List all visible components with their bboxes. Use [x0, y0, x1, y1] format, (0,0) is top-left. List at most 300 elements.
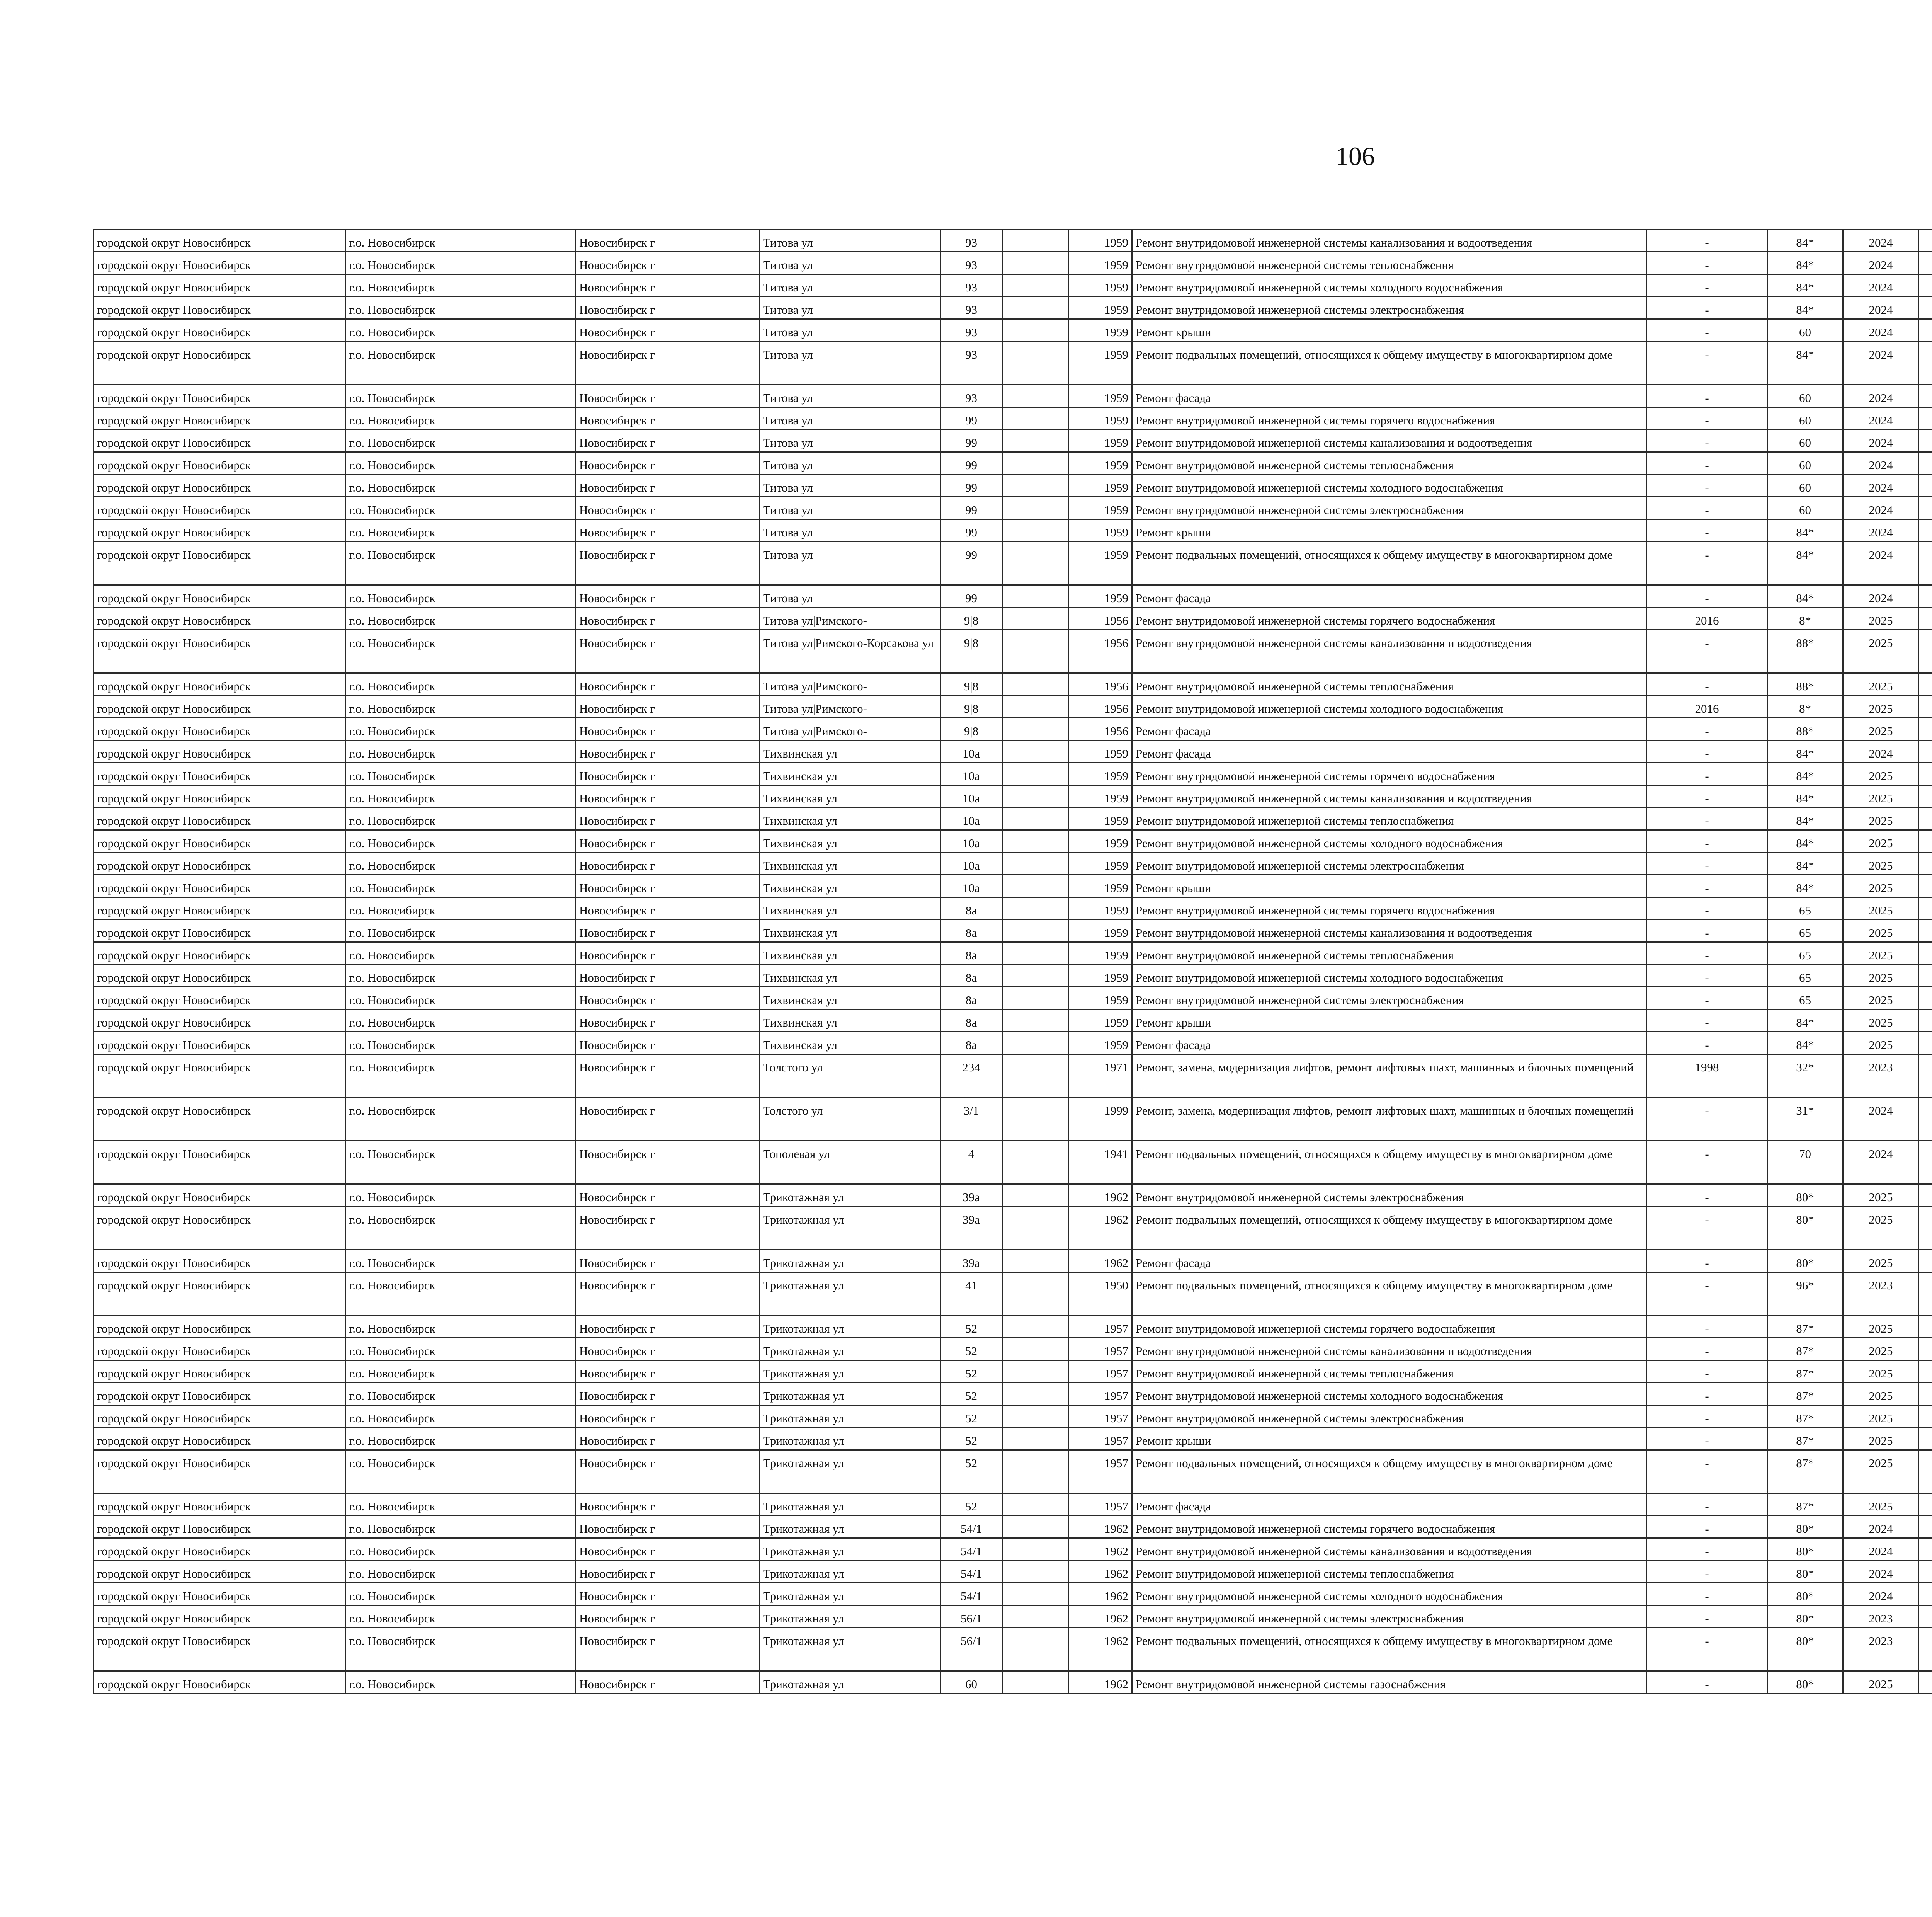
- col-plan-to: [1919, 1360, 1932, 1383]
- col-plan-from: 2025: [1843, 1450, 1919, 1493]
- col-go: г.о. Новосибирск: [345, 1207, 576, 1250]
- col-city: Новосибирск г: [576, 297, 760, 319]
- col-okrug: городской округ Новосибирск: [94, 673, 345, 696]
- col-house: 99: [940, 407, 1002, 430]
- col-street: Трикотажная ул: [760, 1605, 940, 1628]
- col-prev-repair: -: [1647, 808, 1767, 830]
- col-house: 234: [940, 1054, 1002, 1098]
- col-letter: [1002, 608, 1069, 630]
- col-okrug: городской округ Новосибирск: [94, 297, 345, 319]
- col-okrug: городской округ Новосибирск: [94, 942, 345, 965]
- col-go: г.о. Новосибирск: [345, 897, 576, 920]
- col-plan-to: [1919, 519, 1932, 542]
- col-plan-from: 2024: [1843, 1098, 1919, 1141]
- col-letter: [1002, 1098, 1069, 1141]
- table-row: [94, 630, 1932, 673]
- col-year-built: 1957: [1069, 1428, 1132, 1450]
- col-letter: [1002, 696, 1069, 718]
- col-year-built: 1956: [1069, 608, 1132, 630]
- col-wear: 87*: [1767, 1405, 1843, 1428]
- col-street: Тихвинская ул: [760, 897, 940, 920]
- table-row: [94, 1583, 1932, 1605]
- table-row: [94, 1054, 1932, 1098]
- col-go: г.о. Новосибирск: [345, 585, 576, 608]
- col-go: г.о. Новосибирск: [345, 475, 576, 497]
- col-go: г.о. Новосибирск: [345, 1516, 576, 1538]
- col-work: Ремонт фасада: [1132, 1493, 1647, 1516]
- col-letter: [1002, 542, 1069, 585]
- table-row: [94, 1538, 1932, 1561]
- col-okrug: городской округ Новосибирск: [94, 385, 345, 407]
- col-street: Титова ул: [760, 230, 940, 252]
- col-city: Новосибирск г: [576, 230, 760, 252]
- col-house: 8а: [940, 1010, 1002, 1032]
- col-work: Ремонт внутридомовой инженерной системы теплоснабжения: [1132, 808, 1647, 830]
- col-plan-from: 2025: [1843, 1338, 1919, 1360]
- col-prev-repair: -: [1647, 763, 1767, 785]
- col-prev-repair: -: [1647, 1184, 1767, 1207]
- col-okrug: городской округ Новосибирск: [94, 1054, 345, 1098]
- table-row: [94, 942, 1932, 965]
- col-work: Ремонт крыши: [1132, 875, 1647, 897]
- col-house: 99: [940, 497, 1002, 519]
- col-city: Новосибирск г: [576, 718, 760, 741]
- col-year-built: 1999: [1069, 1098, 1132, 1141]
- col-city: Новосибирск г: [576, 1538, 760, 1561]
- col-okrug: городской округ Новосибирск: [94, 1628, 345, 1671]
- col-okrug: городской округ Новосибирск: [94, 1450, 345, 1493]
- col-year-built: 1957: [1069, 1360, 1132, 1383]
- col-street: Титова ул: [760, 342, 940, 385]
- col-prev-repair: -: [1647, 1207, 1767, 1250]
- table-row: [94, 452, 1932, 475]
- col-letter: [1002, 342, 1069, 385]
- col-year-built: 1957: [1069, 1338, 1132, 1360]
- col-house: 9|8: [940, 673, 1002, 696]
- col-go: г.о. Новосибирск: [345, 274, 576, 297]
- table-row: [94, 497, 1932, 519]
- col-plan-to: [1919, 630, 1932, 673]
- col-plan-from: 2024: [1843, 1538, 1919, 1561]
- table-row: [94, 430, 1932, 452]
- col-go: г.о. Новосибирск: [345, 785, 576, 808]
- col-letter: [1002, 497, 1069, 519]
- col-work: Ремонт внутридомовой инженерной системы канализования и водоотведения: [1132, 1338, 1647, 1360]
- table-row: [94, 1450, 1932, 1493]
- col-go: г.о. Новосибирск: [345, 407, 576, 430]
- col-go: г.о. Новосибирск: [345, 1184, 576, 1207]
- col-city: Новосибирск г: [576, 497, 760, 519]
- col-letter: [1002, 1516, 1069, 1538]
- col-plan-to: [1919, 1428, 1932, 1450]
- col-wear: 84*: [1767, 585, 1843, 608]
- col-letter: [1002, 585, 1069, 608]
- col-wear: 84*: [1767, 1010, 1843, 1032]
- col-go: г.о. Новосибирск: [345, 808, 576, 830]
- col-street: Титова ул: [760, 542, 940, 585]
- col-okrug: городской округ Новосибирск: [94, 763, 345, 785]
- col-prev-repair: -: [1647, 297, 1767, 319]
- col-street: Трикотажная ул: [760, 1583, 940, 1605]
- col-work: Ремонт внутридомовой инженерной системы электроснабжения: [1132, 1184, 1647, 1207]
- col-work: Ремонт фасада: [1132, 718, 1647, 741]
- col-go: г.о. Новосибирск: [345, 252, 576, 274]
- col-city: Новосибирск г: [576, 763, 760, 785]
- col-year-built: 1971: [1069, 1054, 1132, 1098]
- col-go: г.о. Новосибирск: [345, 497, 576, 519]
- col-work: Ремонт внутридомовой инженерной системы электроснабжения: [1132, 1405, 1647, 1428]
- col-street: Трикотажная ул: [760, 1671, 940, 1694]
- col-plan-to: [1919, 718, 1932, 741]
- col-prev-repair: -: [1647, 1516, 1767, 1538]
- col-go: г.о. Новосибирск: [345, 608, 576, 630]
- col-house: 39а: [940, 1250, 1002, 1272]
- col-okrug: городской округ Новосибирск: [94, 407, 345, 430]
- col-plan-to: [1919, 920, 1932, 942]
- col-city: Новосибирск г: [576, 1450, 760, 1493]
- col-work: Ремонт внутридомовой инженерной системы канализования и водоотведения: [1132, 230, 1647, 252]
- col-letter: [1002, 718, 1069, 741]
- col-house: 52: [940, 1493, 1002, 1516]
- col-letter: [1002, 1628, 1069, 1671]
- col-year-built: 1962: [1069, 1561, 1132, 1583]
- col-city: Новосибирск г: [576, 1098, 760, 1141]
- col-prev-repair: -: [1647, 630, 1767, 673]
- col-house: 9|8: [940, 630, 1002, 673]
- table-row: [94, 319, 1932, 342]
- col-wear: 8*: [1767, 608, 1843, 630]
- col-work: Ремонт внутридомовой инженерной системы теплоснабжения: [1132, 673, 1647, 696]
- col-plan-to: [1919, 1405, 1932, 1428]
- col-year-built: 1962: [1069, 1583, 1132, 1605]
- col-year-built: 1956: [1069, 630, 1132, 673]
- col-okrug: городской округ Новосибирск: [94, 230, 345, 252]
- col-prev-repair: -: [1647, 430, 1767, 452]
- col-okrug: городской округ Новосибирск: [94, 1338, 345, 1360]
- col-work: Ремонт внутридомовой инженерной системы горячего водоснабжения: [1132, 407, 1647, 430]
- table-row: [94, 1671, 1932, 1694]
- col-go: г.о. Новосибирск: [345, 1141, 576, 1184]
- col-house: 52: [940, 1316, 1002, 1338]
- col-plan-from: 2024: [1843, 1583, 1919, 1605]
- col-prev-repair: -: [1647, 1141, 1767, 1184]
- col-okrug: городской округ Новосибирск: [94, 741, 345, 763]
- col-work: Ремонт внутридомовой инженерной системы холодного водоснабжения: [1132, 696, 1647, 718]
- col-letter: [1002, 385, 1069, 407]
- col-work: Ремонт крыши: [1132, 1010, 1647, 1032]
- table-row: [94, 853, 1932, 875]
- col-city: Новосибирск г: [576, 696, 760, 718]
- col-wear: 60: [1767, 452, 1843, 475]
- col-prev-repair: -: [1647, 920, 1767, 942]
- col-letter: [1002, 1338, 1069, 1360]
- col-okrug: городской округ Новосибирск: [94, 1010, 345, 1032]
- col-letter: [1002, 853, 1069, 875]
- col-year-built: 1959: [1069, 942, 1132, 965]
- table-row: [94, 1516, 1932, 1538]
- col-city: Новосибирск г: [576, 585, 760, 608]
- col-city: Новосибирск г: [576, 519, 760, 542]
- col-wear: 65: [1767, 965, 1843, 987]
- col-plan-from: 2025: [1843, 763, 1919, 785]
- table-row: [94, 274, 1932, 297]
- col-okrug: городской округ Новосибирск: [94, 630, 345, 673]
- col-go: г.о. Новосибирск: [345, 1450, 576, 1493]
- col-work: Ремонт внутридомовой инженерной системы теплоснабжения: [1132, 452, 1647, 475]
- col-prev-repair: -: [1647, 1405, 1767, 1428]
- col-go: г.о. Новосибирск: [345, 542, 576, 585]
- col-street: Тихвинская ул: [760, 942, 940, 965]
- col-city: Новосибирск г: [576, 1141, 760, 1184]
- col-work: Ремонт подвальных помещений, относящихся к общему имуществу в многоквартирном доме: [1132, 1141, 1647, 1184]
- col-house: 99: [940, 585, 1002, 608]
- col-letter: [1002, 875, 1069, 897]
- col-house: 54/1: [940, 1561, 1002, 1583]
- col-year-built: 1962: [1069, 1250, 1132, 1272]
- col-house: 52: [940, 1360, 1002, 1383]
- col-house: 54/1: [940, 1516, 1002, 1538]
- col-okrug: городской округ Новосибирск: [94, 1316, 345, 1338]
- col-prev-repair: -: [1647, 1628, 1767, 1671]
- col-year-built: 1959: [1069, 808, 1132, 830]
- col-plan-from: 2025: [1843, 696, 1919, 718]
- col-plan-from: 2025: [1843, 897, 1919, 920]
- col-year-built: 1959: [1069, 475, 1132, 497]
- col-letter: [1002, 297, 1069, 319]
- col-street: Титова ул|Римского-: [760, 718, 940, 741]
- col-year-built: 1959: [1069, 230, 1132, 252]
- col-work: Ремонт подвальных помещений, относящихся к общему имуществу в многоквартирном доме: [1132, 1272, 1647, 1316]
- col-prev-repair: -: [1647, 407, 1767, 430]
- col-okrug: городской округ Новосибирск: [94, 1250, 345, 1272]
- col-street: Титова ул|Римского-: [760, 608, 940, 630]
- col-plan-to: [1919, 1538, 1932, 1561]
- col-plan-to: [1919, 497, 1932, 519]
- col-wear: 84*: [1767, 230, 1843, 252]
- col-street: Тихвинская ул: [760, 987, 940, 1010]
- col-go: г.о. Новосибирск: [345, 1098, 576, 1141]
- col-letter: [1002, 1605, 1069, 1628]
- col-work: Ремонт внутридомовой инженерной системы электроснабжения: [1132, 297, 1647, 319]
- col-wear: 84*: [1767, 875, 1843, 897]
- table-row: [94, 1032, 1932, 1054]
- col-street: Трикотажная ул: [760, 1250, 940, 1272]
- table-row: [94, 875, 1932, 897]
- col-street: Титова ул: [760, 319, 940, 342]
- col-street: Тихвинская ул: [760, 763, 940, 785]
- col-street: Тихвинская ул: [760, 830, 940, 853]
- table-row: [94, 230, 1932, 252]
- col-letter: [1002, 1493, 1069, 1516]
- col-okrug: городской округ Новосибирск: [94, 585, 345, 608]
- col-go: г.о. Новосибирск: [345, 385, 576, 407]
- col-year-built: 1956: [1069, 718, 1132, 741]
- table-row: [94, 475, 1932, 497]
- col-prev-repair: -: [1647, 1338, 1767, 1360]
- col-wear: 87*: [1767, 1493, 1843, 1516]
- col-prev-repair: -: [1647, 853, 1767, 875]
- col-prev-repair: -: [1647, 319, 1767, 342]
- col-street: Титова ул|Римского-Корсакова ул: [760, 630, 940, 673]
- col-street: Титова ул|Римского-: [760, 696, 940, 718]
- col-prev-repair: -: [1647, 673, 1767, 696]
- col-letter: [1002, 1360, 1069, 1383]
- col-house: 4: [940, 1141, 1002, 1184]
- col-plan-from: 2024: [1843, 542, 1919, 585]
- col-prev-repair: -: [1647, 830, 1767, 853]
- table-row: [94, 763, 1932, 785]
- col-city: Новосибирск г: [576, 1516, 760, 1538]
- col-prev-repair: -: [1647, 1316, 1767, 1338]
- col-prev-repair: -: [1647, 1428, 1767, 1450]
- col-go: г.о. Новосибирск: [345, 830, 576, 853]
- col-city: Новосибирск г: [576, 673, 760, 696]
- col-prev-repair: -: [1647, 718, 1767, 741]
- table-row: [94, 1207, 1932, 1250]
- col-prev-repair: 1998: [1647, 1054, 1767, 1098]
- col-prev-repair: -: [1647, 1538, 1767, 1561]
- col-year-built: 1959: [1069, 920, 1132, 942]
- col-plan-from: 2025: [1843, 608, 1919, 630]
- col-street: Тихвинская ул: [760, 1010, 940, 1032]
- col-wear: 65: [1767, 987, 1843, 1010]
- col-wear: 60: [1767, 407, 1843, 430]
- col-city: Новосибирск г: [576, 1493, 760, 1516]
- col-house: 8а: [940, 920, 1002, 942]
- col-go: г.о. Новосибирск: [345, 230, 576, 252]
- col-street: Трикотажная ул: [760, 1516, 940, 1538]
- col-work: Ремонт фасада: [1132, 1032, 1647, 1054]
- col-okrug: городской округ Новосибирск: [94, 853, 345, 875]
- col-plan-from: 2025: [1843, 630, 1919, 673]
- col-prev-repair: -: [1647, 1671, 1767, 1694]
- col-year-built: 1959: [1069, 385, 1132, 407]
- col-house: 8а: [940, 987, 1002, 1010]
- col-wear: 80*: [1767, 1671, 1843, 1694]
- col-letter: [1002, 274, 1069, 297]
- col-letter: [1002, 519, 1069, 542]
- col-plan-to: [1919, 1010, 1932, 1032]
- col-year-built: 1959: [1069, 987, 1132, 1010]
- col-okrug: городской округ Новосибирск: [94, 497, 345, 519]
- col-plan-from: 2024: [1843, 741, 1919, 763]
- col-wear: 87*: [1767, 1316, 1843, 1338]
- col-house: 93: [940, 385, 1002, 407]
- col-street: Титова ул: [760, 430, 940, 452]
- col-okrug: городской округ Новосибирск: [94, 319, 345, 342]
- col-work: Ремонт внутридомовой инженерной системы горячего водоснабжения: [1132, 763, 1647, 785]
- col-house: 9|8: [940, 608, 1002, 630]
- col-go: г.о. Новосибирск: [345, 342, 576, 385]
- col-work: Ремонт внутридомовой инженерной системы теплоснабжения: [1132, 1360, 1647, 1383]
- col-okrug: городской округ Новосибирск: [94, 785, 345, 808]
- col-go: г.о. Новосибирск: [345, 1010, 576, 1032]
- col-plan-from: 2025: [1843, 673, 1919, 696]
- col-go: г.о. Новосибирск: [345, 430, 576, 452]
- col-wear: 31*: [1767, 1098, 1843, 1141]
- col-prev-repair: -: [1647, 987, 1767, 1010]
- col-okrug: городской округ Новосибирск: [94, 252, 345, 274]
- col-okrug: городской округ Новосибирск: [94, 1272, 345, 1316]
- col-go: г.о. Новосибирск: [345, 1316, 576, 1338]
- col-work: Ремонт внутридомовой инженерной системы теплоснабжения: [1132, 252, 1647, 274]
- col-wear: 84*: [1767, 342, 1843, 385]
- col-okrug: городской округ Новосибирск: [94, 1032, 345, 1054]
- col-letter: [1002, 1316, 1069, 1338]
- col-year-built: 1957: [1069, 1405, 1132, 1428]
- col-house: 93: [940, 297, 1002, 319]
- col-city: Новосибирск г: [576, 1605, 760, 1628]
- col-prev-repair: -: [1647, 230, 1767, 252]
- col-go: г.о. Новосибирск: [345, 696, 576, 718]
- col-street: Трикотажная ул: [760, 1561, 940, 1583]
- col-letter: [1002, 987, 1069, 1010]
- col-letter: [1002, 1405, 1069, 1428]
- col-okrug: городской округ Новосибирск: [94, 1671, 345, 1694]
- col-plan-to: [1919, 297, 1932, 319]
- col-work: Ремонт внутридомовой инженерной системы горячего водоснабжения: [1132, 897, 1647, 920]
- table-row: [94, 1605, 1932, 1628]
- col-house: 93: [940, 319, 1002, 342]
- table-row: [94, 696, 1932, 718]
- col-letter: [1002, 942, 1069, 965]
- col-go: г.о. Новосибирск: [345, 1561, 576, 1583]
- col-street: Титова ул: [760, 585, 940, 608]
- col-plan-to: [1919, 452, 1932, 475]
- col-letter: [1002, 407, 1069, 430]
- col-wear: 60: [1767, 319, 1843, 342]
- col-wear: 80*: [1767, 1250, 1843, 1272]
- table-row: [94, 1316, 1932, 1338]
- col-go: г.о. Новосибирск: [345, 1032, 576, 1054]
- col-house: 54/1: [940, 1583, 1002, 1605]
- col-okrug: городской округ Новосибирск: [94, 696, 345, 718]
- table-row: [94, 542, 1932, 585]
- col-wear: 60: [1767, 430, 1843, 452]
- col-year-built: 1959: [1069, 407, 1132, 430]
- col-city: Новосибирск г: [576, 965, 760, 987]
- col-work: Ремонт внутридомовой инженерной системы электроснабжения: [1132, 1605, 1647, 1628]
- col-plan-to: [1919, 475, 1932, 497]
- col-plan-to: [1919, 1383, 1932, 1405]
- col-plan-from: 2023: [1843, 1054, 1919, 1098]
- table-row: [94, 1428, 1932, 1450]
- col-work: Ремонт внутридомовой инженерной системы газоснабжения: [1132, 1671, 1647, 1694]
- col-plan-from: 2025: [1843, 987, 1919, 1010]
- col-prev-repair: -: [1647, 785, 1767, 808]
- col-street: Трикотажная ул: [760, 1184, 940, 1207]
- col-go: г.о. Новосибирск: [345, 1383, 576, 1405]
- col-house: 10а: [940, 830, 1002, 853]
- col-plan-from: 2025: [1843, 1207, 1919, 1250]
- col-wear: 84*: [1767, 1032, 1843, 1054]
- table-body: [94, 230, 1932, 1694]
- col-house: 10а: [940, 763, 1002, 785]
- col-work: Ремонт внутридомовой инженерной системы теплоснабжения: [1132, 942, 1647, 965]
- col-city: Новосибирск г: [576, 1316, 760, 1338]
- col-go: г.о. Новосибирск: [345, 1493, 576, 1516]
- col-go: г.о. Новосибирск: [345, 1054, 576, 1098]
- col-plan-to: [1919, 342, 1932, 385]
- col-house: 8а: [940, 965, 1002, 987]
- col-plan-to: [1919, 252, 1932, 274]
- table-row: [94, 1493, 1932, 1516]
- col-letter: [1002, 1538, 1069, 1561]
- col-plan-from: 2025: [1843, 1671, 1919, 1694]
- col-plan-to: [1919, 1141, 1932, 1184]
- col-street: Тихвинская ул: [760, 785, 940, 808]
- col-plan-from: 2025: [1843, 853, 1919, 875]
